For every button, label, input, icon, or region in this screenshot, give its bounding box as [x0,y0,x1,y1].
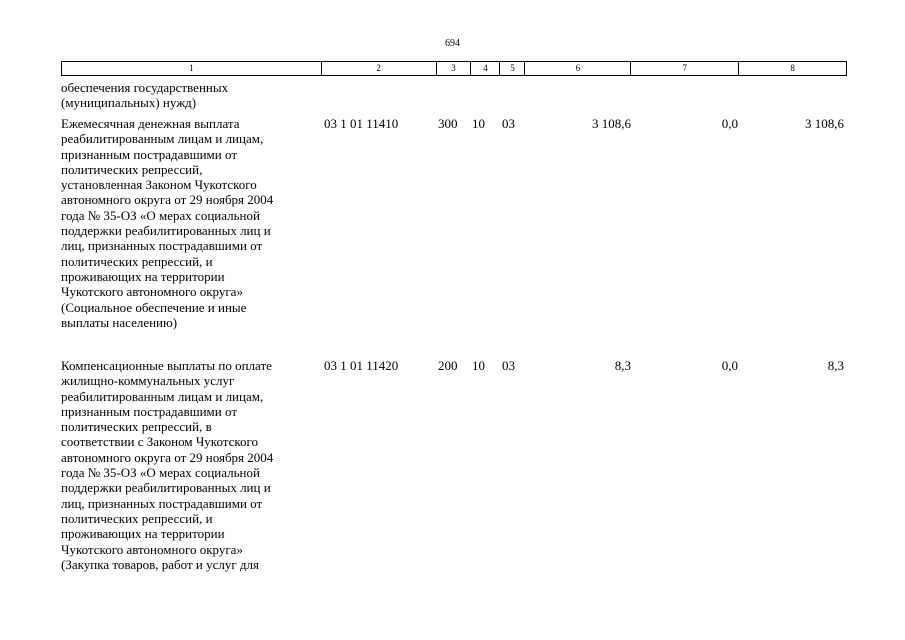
header-col-5: 5 [500,62,525,75]
table-header [61,61,847,76]
row-col-3: 300 [438,116,458,131]
header-col-8: 8 [739,62,847,75]
header-col-6: 6 [525,62,631,75]
row-code: 03 1 01 11420 [324,358,399,373]
row-col-7: 0,0 [721,358,738,373]
row-col-6: 8,3 [614,358,631,373]
header-col-3: 3 [437,62,472,75]
header-col-1: 1 [62,62,322,75]
row-description: Компенсационные выплаты по оплате жилищно-коммунальных услуг реабилитированным лицам и лицам, признанным пострадавшими от политических репрессий, в соответствии с Законом Чукотского автономного округа от 29 ноября 2004 года № 35-ОЗ «О мерах социальной поддержки реабилитированных лиц и лиц, признанных пострадавшими от политических репрессий, и проживающих на территории Чукотского автономного округа» (Закупка товаров, работ и услуг для [61,358,274,572]
row-description: Ежемесячная денежная выплата реабилитированным лицам и лицам, признанным пострадавшими от политических репрессий, установленная Законом Чукотского автономного округа от 29 ноября 2004 года № 35-ОЗ «О мерах социальной поддержки реабилитированных лиц и лиц, признанных пострадавшими от политических репрессий, и проживающих на территории Чукотского автономного округа» (Социальное обеспечение и иные выплаты населению) [61,116,274,330]
row-col-8: 3 108,6 [805,116,844,131]
page-number: 694 [445,38,460,49]
row-col-8: 8,3 [827,358,844,373]
header-col-2: 2 [322,62,437,75]
continuation-text: обеспечения государственных (муниципальных) нужд) [61,80,229,111]
row-col-4: 10 [472,116,485,131]
row-col-5: 03 [502,116,515,131]
row-col-6: 3 108,6 [592,116,631,131]
row-col-3: 200 [438,358,458,373]
row-col-5: 03 [502,358,515,373]
row-code: 03 1 01 11410 [324,116,399,131]
row-col-4: 10 [472,358,485,373]
header-col-7: 7 [631,62,739,75]
header-col-4: 4 [471,62,500,75]
row-col-7: 0,0 [721,116,738,131]
